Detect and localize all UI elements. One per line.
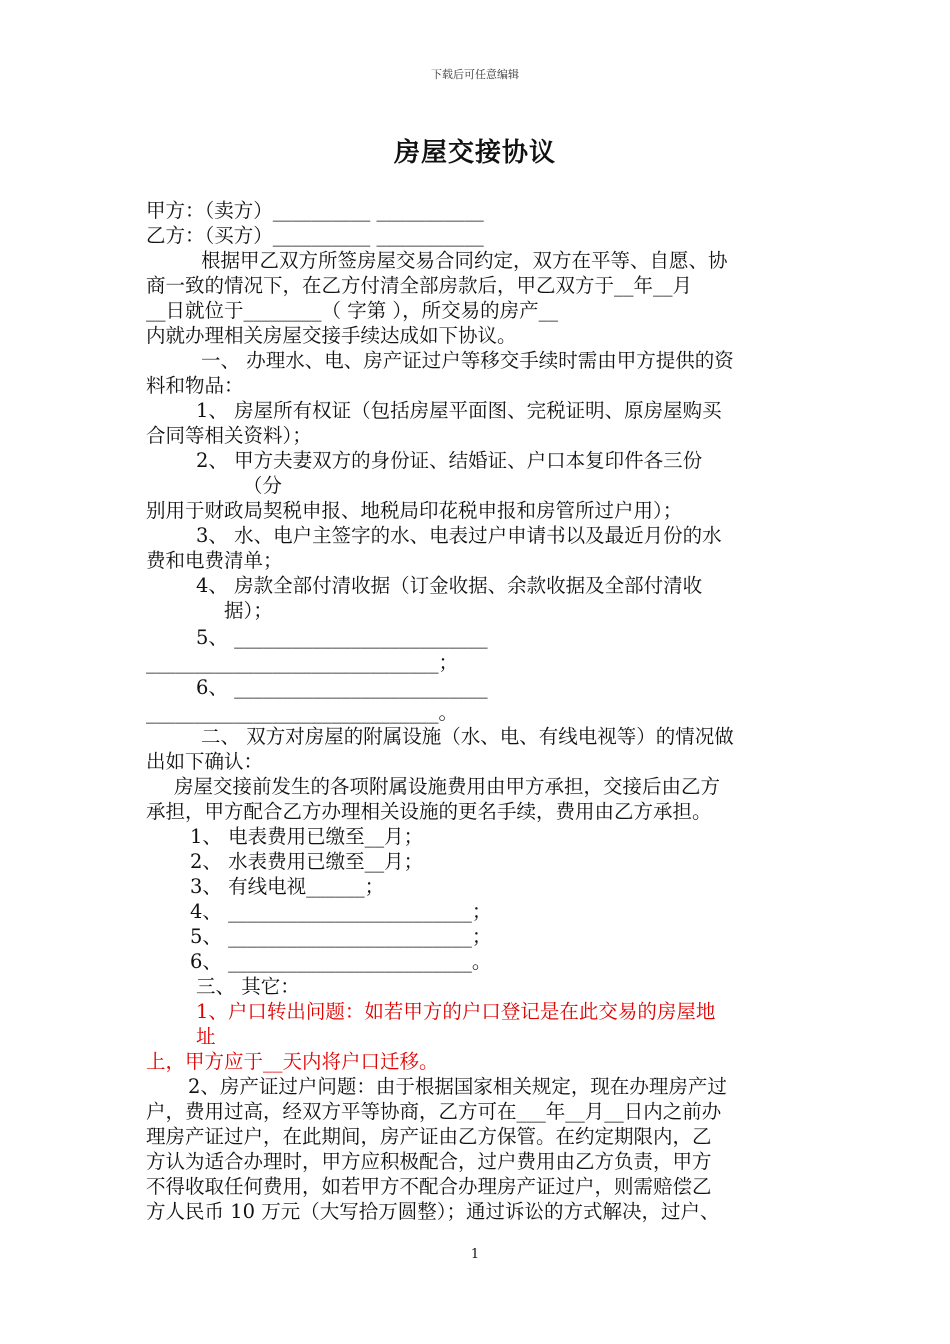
text-line: 4、 _________________________； <box>190 900 492 923</box>
text-line: 4、 房款全部付清收据（订金收据、余款收据及全部付清收 <box>196 574 703 597</box>
text-line: 上，甲方应于__天内将户口迁移。 <box>146 1050 439 1073</box>
text-line: 1、 房屋所有权证（包括房屋平面图、完税证明、原房屋购买 <box>196 399 722 422</box>
text-line: 5、 _________________________； <box>190 925 492 948</box>
text-line: 甲方：（卖方）__________ ___________ <box>146 199 484 222</box>
text-line: 2、 水表费用已缴至__月； <box>190 850 424 873</box>
text-line: 据）； <box>224 599 273 622</box>
text-line: ______________________________。 <box>146 701 458 724</box>
text-line: 根据甲乙双方所签房屋交易合同约定，双方在平等、自愿、协 <box>201 249 728 272</box>
text-line: 承担，甲方配合乙方办理相关设施的更名手续，费用由乙方承担。 <box>146 800 712 823</box>
page-header-note: 下载后可任意编辑 <box>431 68 519 81</box>
text-line: 合同等相关资料）； <box>146 424 312 447</box>
text-line: 2、 甲方夫妻双方的身份证、结婚证、户口本复印件各三份 <box>196 449 703 472</box>
text-line: 1、 电表费用已缴至__月； <box>190 825 424 848</box>
text-line: 6、 _________________________。 <box>190 950 492 973</box>
text-line: ______________________________； <box>146 651 458 674</box>
text-line: 料和物品： <box>146 374 244 397</box>
text-line: 6、 __________________________ <box>196 676 488 699</box>
text-line: 别用于财政局契税申报、地税局印花税申报和房管所过户用）； <box>146 499 683 522</box>
text-line: 方人民币 10 万元（大写拾万圆整）；通过诉讼的方式解决，过户、 <box>146 1200 720 1223</box>
text-line: 不得收取任何费用，如若甲方不配合办理房产证过户，则需赔偿乙 <box>146 1175 712 1198</box>
text-line: 乙方：（买方）__________ ___________ <box>146 224 484 247</box>
text-line: 房屋交接前发生的各项附属设施费用由甲方承担，交接后由乙方 <box>174 775 721 798</box>
text-line: 一、 办理水、电、房产证过户等移交手续时需由甲方提供的资 <box>201 349 734 372</box>
text-line: 理房产证过户，在此期间，房产证由乙方保管。在约定期限内，乙 <box>146 1125 712 1148</box>
text-line: 1、户口转出问题：如若甲方的户口登记是在此交易的房屋地 <box>196 1000 716 1023</box>
text-line: （分 <box>243 474 283 497</box>
page-number: 1 <box>470 1247 480 1262</box>
text-line: 5、 __________________________ <box>196 626 488 649</box>
text-line: 费和电费清单； <box>146 549 283 572</box>
text-line: 址 <box>196 1025 216 1048</box>
text-line: 商一致的情况下，在乙方付清全部房款后，甲乙双方于__年__月 <box>146 274 693 297</box>
text-line: 内就办理相关房屋交接手续达成如下协议。 <box>146 324 517 347</box>
document-title: 房屋交接协议 <box>393 138 556 168</box>
text-line: 3、 有线电视______； <box>190 875 385 898</box>
text-line: 三、 其它： <box>196 975 300 998</box>
text-line: 方认为适合办理时，甲方应积极配合，过户费用由乙方负责，甲方 <box>146 1150 712 1173</box>
text-line: 户，费用过高，经双方平等协商，乙方可在___年__月__日内之前办 <box>146 1100 722 1123</box>
text-line: 二、 双方对房屋的附属设施（水、电、有线电视等）的情况做 <box>201 725 734 748</box>
text-line: __日就位于________（ 字第 ），所交易的房产__ <box>146 299 559 322</box>
text-line: 出如下确认： <box>146 750 264 773</box>
text-line: 3、 水、电户主签字的水、电表过户申请书以及最近月份的水 <box>196 524 722 547</box>
text-line: 2、房产证过户问题：由于根据国家相关规定，现在办理房产过 <box>188 1075 727 1098</box>
